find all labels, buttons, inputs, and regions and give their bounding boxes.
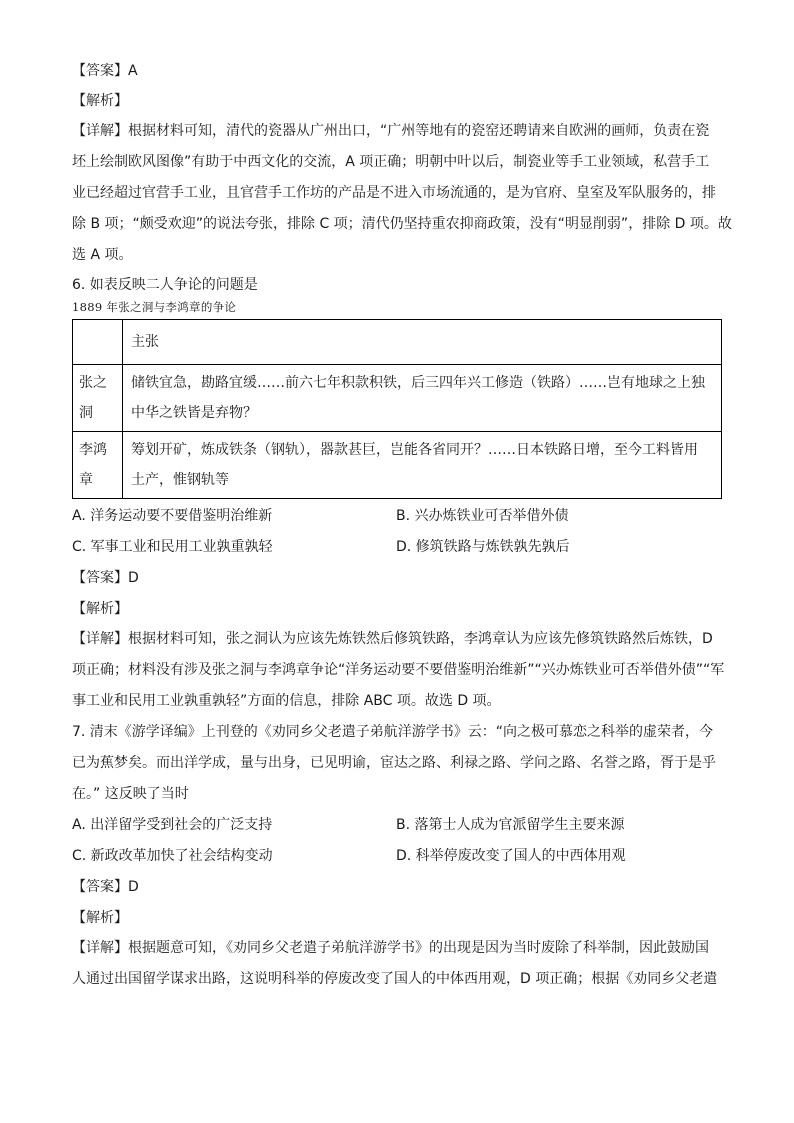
q5-detail-line: 选 A 项。 [72, 247, 133, 263]
table-row-name: 张之 洞 [73, 365, 123, 432]
q7-analysis-heading: 【解析】 [72, 910, 128, 926]
q5-detail-line: 业已经超过官营手工业，且官营手工作坊的产品是不进入市场流通的，是为官府、皇室及军队服务的，排 [72, 185, 716, 201]
q6-detail-line: 【详解】根据材料可知，张之洞认为应该先炼铁然后修筑铁路，李鸿章认为应该先修筑铁路然后炼铁，D [72, 631, 713, 647]
q7-options [72, 810, 722, 872]
q5-answer: 【答案】A [72, 63, 138, 79]
q7-stem-line: 7. 清末《游学译编》上刊登的《劝同乡父老遣子弟航洋游学书》云：“向之极可慕恋之科举的虚荣者，今 [72, 724, 714, 740]
option-b: B. 兴办炼铁业可否举借外债 [396, 508, 569, 524]
q7-stem-line: 已为蕉梦矣。而出洋学成，量与出身，已见明谕，宦达之路、利禄之路、学问之路、名誉之路，胥于是乎 [72, 755, 716, 771]
document-page [72, 60, 732, 995]
q7-detail-line: 【详解】根据题意可知，《劝同乡父老遣子弟航洋游学书》的出现是因为当时废除了科举制，因此鼓励国 [72, 940, 709, 956]
q6-options [72, 501, 722, 563]
q6-analysis-heading: 【解析】 [72, 601, 128, 617]
q6-detail-line: 项正确；材料没有涉及张之洞与李鸿章争论“洋务运动要不要借鉴明治维新”“兴办炼铁业可否举借外债”“军 [72, 662, 725, 678]
table-row [73, 365, 722, 432]
table-row-text: 储铁宜急，勘路宜缓……前六七年积款积铁，后三四年兴工修造（铁路）……岂有地球之上独 中华之铁皆是弃物？ [123, 365, 722, 432]
q5-detail-line: 坯上绘制欧风图像”有助于中西文化的交流，A 项正确；明朝中叶以后，制瓷业等手工业领域，私营手工 [72, 154, 710, 170]
q5-analysis-heading: 【解析】 [72, 93, 128, 109]
option-c: C. 军事工业和民用工业孰重孰轻 [72, 539, 273, 555]
option-b: B. 落第士人成为官派留学生主要来源 [396, 817, 625, 833]
q7-stem-line: 在。” 这反映了当时 [72, 786, 189, 802]
q7-answer: 【答案】D [72, 879, 139, 895]
table-row-text: 筹划开矿，炼成铁条（钢轨），器款甚巨，岂能各省同开？……日本铁路日增，至今工料皆用 土产，惟钢轨等 [123, 432, 722, 499]
q5-detail-line: 除 B 项；“颇受欢迎”的说法夸张，排除 C 项；清代仍坚持重农抑商政策，没有“明显削弱”，排除 D 项。故 [72, 216, 732, 232]
option-c: C. 新政改革加快了社会结构变动 [72, 848, 273, 864]
q7-detail [72, 933, 722, 995]
q5-detail-line: 【详解】根据材料可知，清代的瓷器从广州出口，“广州等地有的瓷窑还聘请来自欧洲的画师，负责在瓷 [72, 123, 710, 139]
table-row [73, 432, 722, 499]
q5-detail [72, 116, 732, 271]
table-header-row [73, 320, 722, 365]
table-corner-cell [73, 320, 123, 365]
q6-detail-line: 事工业和民用工业孰重孰轻”方面的信息，排除 ABC 项。故选 D 项。 [72, 693, 501, 709]
q7-stem [72, 717, 722, 810]
q6-stem: 6. 如表反映二人争论的问题是 [72, 277, 258, 293]
table-header-cell: 主张 [123, 320, 722, 365]
q6-answer: 【答案】D [72, 570, 139, 586]
option-d: D. 修筑铁路与炼铁孰先孰后 [396, 539, 570, 555]
table-row-name: 李鸿 章 [73, 432, 123, 499]
q7-detail-line: 人通过出国留学谋求出路，这说明科举的停废改变了国人的中体西用观，D 项正确；根据《劝同乡父老遣 [72, 971, 718, 987]
q6-table [72, 319, 722, 499]
q6-detail [72, 624, 725, 717]
q6-table-caption: 1889 年张之洞与李鸿章的争论 [72, 300, 237, 314]
option-d: D. 科举停废改变了国人的中西体用观 [396, 848, 626, 864]
option-a: A. 洋务运动要不要借鉴明治维新 [72, 508, 273, 524]
option-a: A. 出洋留学受到社会的广泛支持 [72, 817, 273, 833]
